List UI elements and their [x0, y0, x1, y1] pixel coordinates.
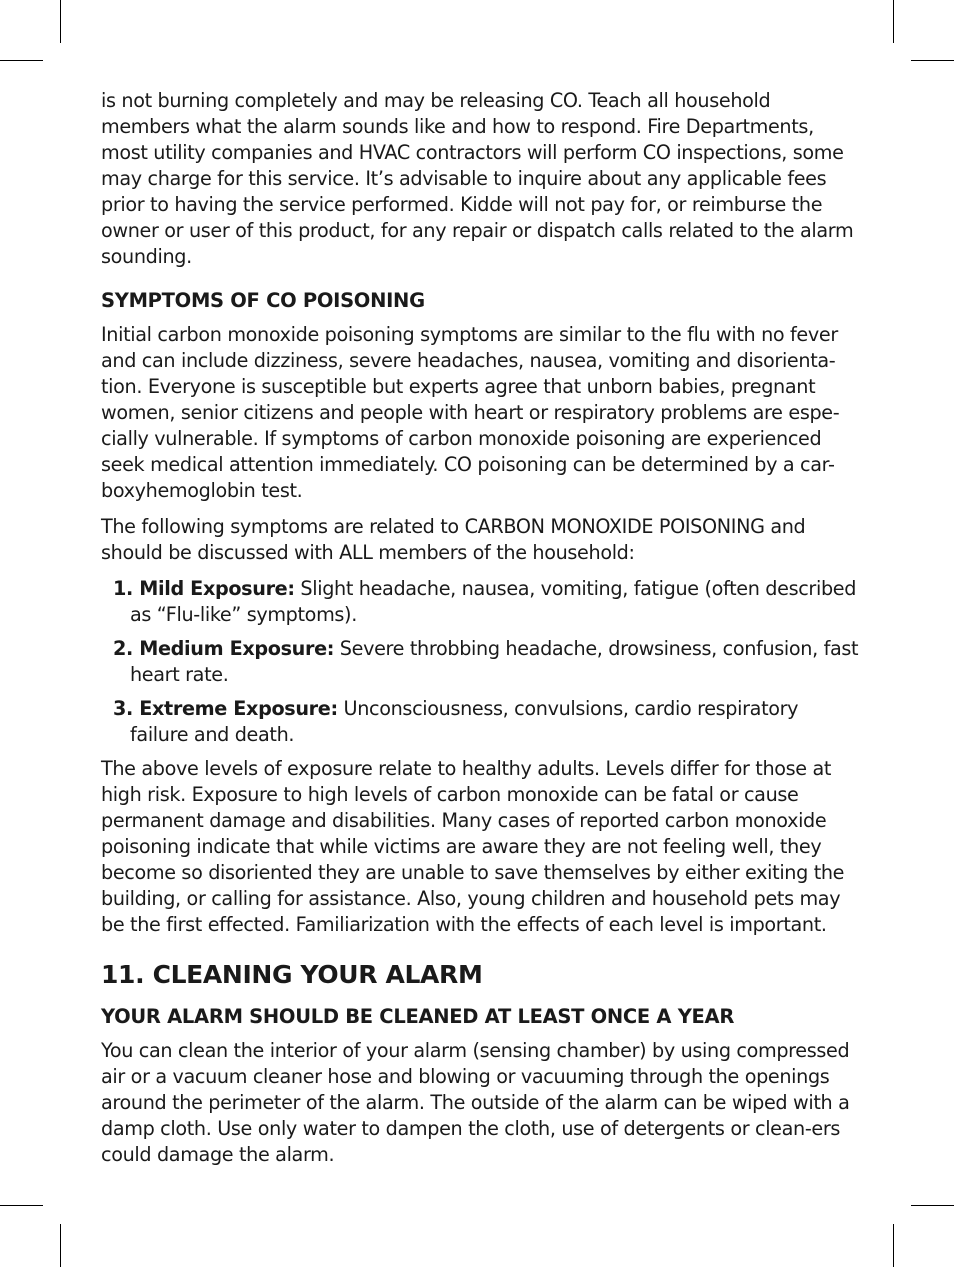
exposure-item-medium: [113, 636, 861, 688]
content: [101, 88, 861, 1178]
exposure-item-extreme: [113, 696, 861, 748]
item-label: 1. Mild Exposure:: [113, 577, 295, 600]
cleaning-heading: 11. CLEANING YOUR ALARM: [101, 960, 483, 989]
cleaning-paragraph: You can clean the interior of your alarm (sensing chamber) by using compressed air or a vacuum cleaner hose and blowing or vacuuming through the openings around the perimeter of the alarm. The outside of the alarm can be wiped with a damp cloth. Use only water to dampen the cloth, use of detergents or clean-ers could damage the alarm.: [101, 1039, 850, 1166]
crop-mark: [893, 0, 894, 43]
intro-paragraph: is not burning completely and may be releasing CO. Teach all household members what the alarm sounds like and how to respond. Fire Departments, most utility companies and HVAC contractors will perform CO inspections, some may charge for this service. It’s advisable to inquire about any applicable fees prior to having the service performed. Kidde will not pay for, or reimburse the owner or user of this product, for any repair or dispatch calls related to the alarm sounding.: [101, 89, 854, 268]
crop-mark: [0, 60, 43, 61]
symptoms-list-intro: The following symptoms are related to CARBON MONOXIDE POISONING and should be discussed with ALL members of the household:: [101, 515, 806, 564]
symptoms-paragraph: Initial carbon monoxide poisoning symptoms are similar to the flu with no fever and can include dizziness, severe headaches, nausea, vomiting and disorienta-tion. Everyone is susceptible but experts agree that unborn babies, pregnant women, senior citizens and people with heart or respiratory problems are espe-cially vulnerable. If symptoms of carbon monoxide poisoning are experienced seek medical attention immediately. CO poisoning can be determined by a car-boxyhemoglobin test.: [101, 323, 840, 502]
item-label: 2. Medium Exposure:: [113, 637, 335, 660]
symptoms-heading: SYMPTOMS OF CO POISONING: [101, 289, 425, 312]
crop-mark: [911, 60, 954, 61]
cleaning-subheading: YOUR ALARM SHOULD BE CLEANED AT LEAST ONCE A YEAR: [101, 1005, 735, 1028]
crop-mark: [893, 1224, 894, 1267]
item-text: Unconsciousness, convulsions, cardio respiratory failure and death.: [130, 697, 799, 746]
exposure-item-mild: [113, 576, 861, 628]
exposure-paragraph: The above levels of exposure relate to healthy adults. Levels differ for those at high risk. Exposure to high levels of carbon monoxide can be fatal or cause permanent damage and disabilities. Many cases of reported carbon monoxide poisoning indicate that while victims are aware they are not feeling well, they become so disoriented they are unable to save themselves by either exiting the building, or calling for assistance. Also, young children and household pets may be the first effected. Familiarization with the effects of each level is important.: [101, 757, 845, 936]
item-label: 3. Extreme Exposure:: [113, 697, 338, 720]
item-text: Slight headache, nausea, vomiting, fatigue (often described as “Flu-like” symptoms).: [130, 577, 857, 626]
item-text: Severe throbbing headache, drowsiness, confusion, fast heart rate.: [130, 637, 859, 686]
crop-mark: [60, 1224, 61, 1267]
crop-mark: [911, 1205, 954, 1206]
crop-mark: [0, 1205, 43, 1206]
crop-mark: [60, 0, 61, 43]
